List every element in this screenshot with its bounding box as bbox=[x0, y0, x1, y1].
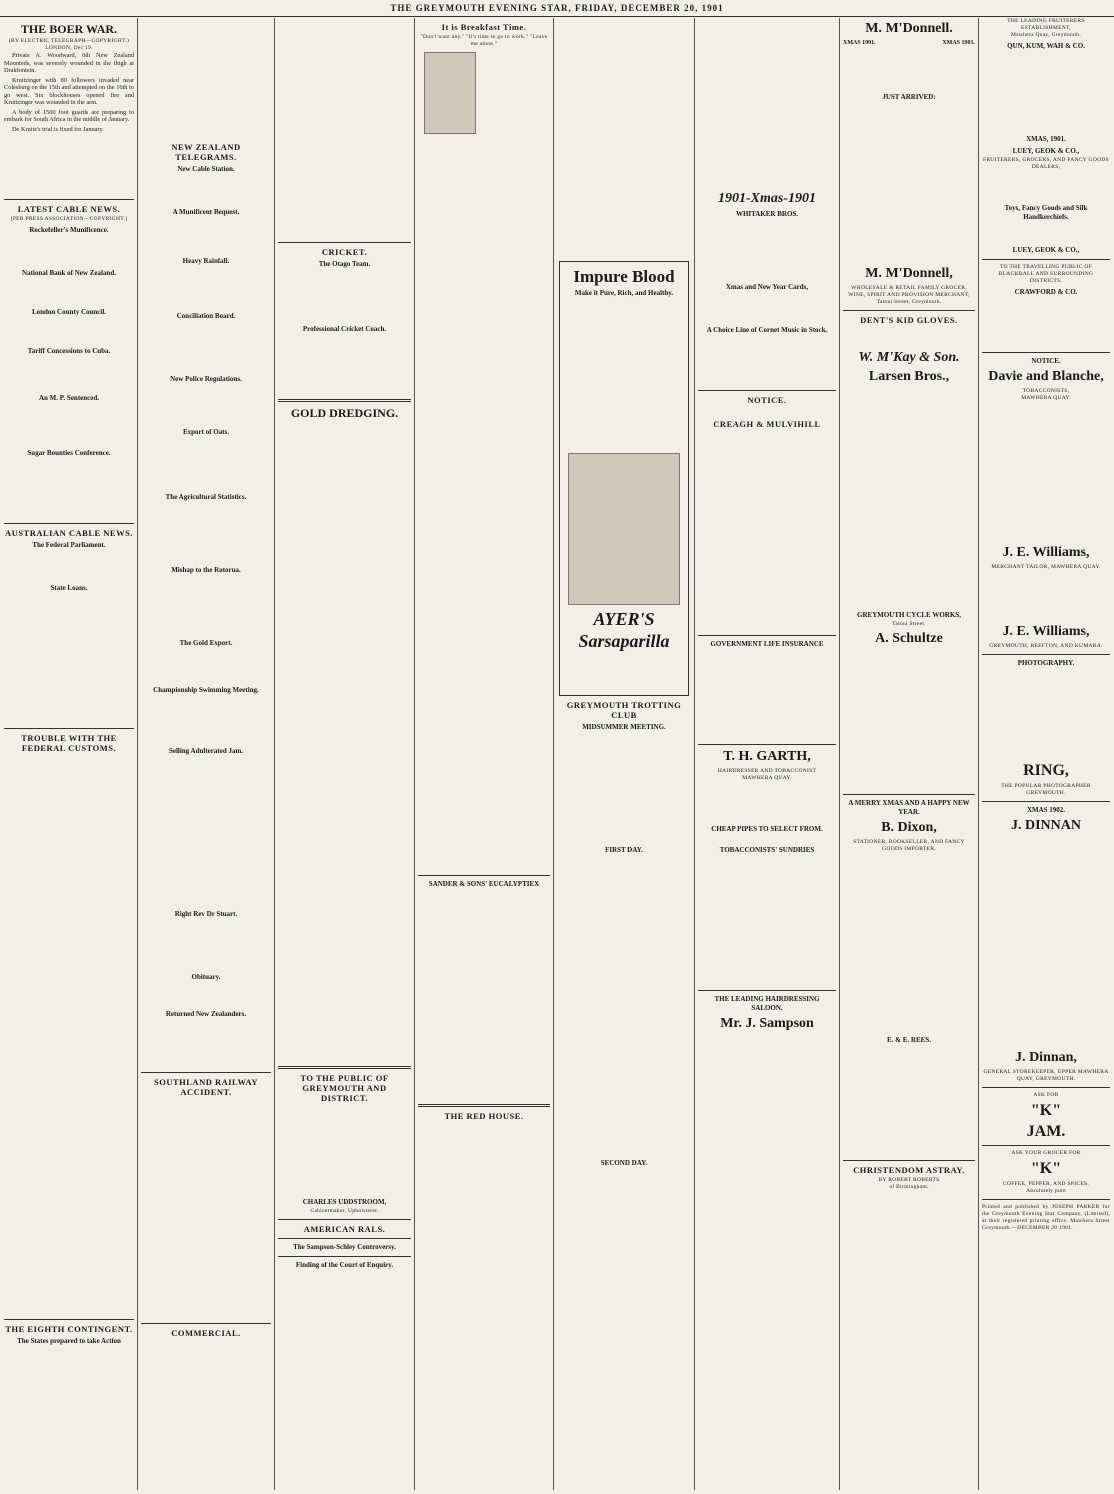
divider bbox=[843, 310, 975, 311]
article-heading: The Otago Team. bbox=[318, 260, 371, 268]
divider bbox=[698, 635, 836, 636]
divider bbox=[982, 352, 1110, 353]
ad-heading: WHITAKER BROS. bbox=[735, 210, 799, 218]
ad-subheading: COFFEE, PEPPER, AND SPICES. bbox=[1002, 1181, 1090, 1187]
article-heading: Export of Oats. bbox=[182, 428, 230, 436]
divider bbox=[278, 1238, 411, 1239]
article-heading: Championship Swimming Meeting. bbox=[153, 686, 259, 694]
ad-heading: Mr. J. Sampson bbox=[720, 1016, 814, 1031]
column-7 bbox=[843, 18, 975, 1490]
ayers-ad bbox=[559, 261, 689, 696]
section-heading: SOUTHLAND RAILWAY ACCIDENT. bbox=[154, 1077, 258, 1097]
ad-headline: Impure Blood bbox=[573, 267, 675, 286]
ad-heading: J. Dinnan, bbox=[1015, 1050, 1077, 1065]
column-2 bbox=[141, 18, 271, 1490]
divider bbox=[278, 1219, 411, 1220]
divider bbox=[278, 242, 411, 243]
column-rule bbox=[137, 18, 138, 1490]
article-paragraph: Private A. Woodward, 6th New Zealand Mounteds, was severely wounded in the thigh at Drakfontein. bbox=[4, 52, 134, 74]
divider bbox=[418, 1104, 550, 1107]
columns bbox=[4, 18, 1110, 1490]
article-heading: Right Rev Dr Stuart. bbox=[174, 910, 238, 918]
divider bbox=[141, 1323, 271, 1324]
ad-heading: M. M'Donnell. bbox=[865, 21, 953, 36]
ad-heading: W. M'Kay & Son. bbox=[858, 349, 960, 365]
article-heading: London County Council. bbox=[31, 308, 107, 316]
byline: (BY ELECTRIC TELEGRAPH—COPYRIGHT.) bbox=[8, 38, 130, 44]
signer-title: Cabinetmaker, Upholsterer. bbox=[310, 1208, 379, 1214]
column-rule bbox=[553, 18, 554, 1490]
ad-heading: THE LEADING HAIRDRESSING SALOON. bbox=[714, 995, 820, 1012]
section-heading: AUSTRALIAN CABLE NEWS. bbox=[5, 528, 133, 538]
ad-address: Mawhera Quay, Greymouth. bbox=[1010, 32, 1082, 38]
article-heading: Sugar Bounties Conference. bbox=[27, 449, 111, 457]
article-heading: New Cable Station. bbox=[177, 165, 235, 173]
xmas-label: XMAS 1901. bbox=[843, 40, 876, 46]
ad-heading: LUEY, GEOK & CO., bbox=[1012, 246, 1080, 254]
ad-heading: A Choice Line of Cornet Music in Stock. bbox=[706, 326, 828, 334]
ad-heading: XMAS, 1901. bbox=[1026, 135, 1066, 143]
column-rule bbox=[694, 18, 695, 1490]
ad-heading: Davie and Blanche, bbox=[988, 369, 1104, 384]
column-3 bbox=[278, 18, 411, 1490]
column-1 bbox=[4, 18, 134, 1490]
section-heading: LATEST CABLE NEWS. bbox=[17, 204, 121, 214]
boer-war-heading: THE BOER WAR. bbox=[20, 22, 118, 36]
ad-heading: TO THE TRAVELLING PUBLIC OF BLACKBALL AND SURROUNDING DISTRICTS. bbox=[998, 264, 1094, 284]
ad-subheading: STATIONER, BOOKSELLER, AND FANCY GOODS IMPORTER, bbox=[853, 838, 965, 852]
ad-heading: Toys, Fancy Goods and Silk Handkerchiefs. bbox=[1004, 204, 1088, 221]
ad-heading: "K" bbox=[1030, 1160, 1062, 1177]
article-text-block bbox=[4, 135, 134, 195]
ad-heading: J. E. Williams, bbox=[1002, 624, 1090, 639]
article-heading: Obituary. bbox=[191, 973, 221, 981]
ad-subheading: THE POPULAR PHOTOGRAPHER GREYMOUTH. bbox=[1001, 783, 1091, 796]
ad-subheading: GENERAL STOREKEEPER, UPPER MAWHERA QUAY, GREYMOUTH. bbox=[983, 1069, 1109, 1082]
sarsaparilla-logo: Sarsaparilla bbox=[578, 631, 670, 651]
notice-heading: NOTICE. bbox=[747, 395, 787, 405]
divider bbox=[278, 1066, 411, 1069]
ad-heading: THE LEADING FRUITERERS ESTABLISHMENT, bbox=[1007, 18, 1085, 31]
imprint: Printed and published by JOSEPH PARKER for the Greymouth Evening Star Company, (Limited), at their registered printing office, Mawhera Street Greymouth.—DECEMBER 20 1901. bbox=[982, 1204, 1110, 1231]
section-heading: TO THE PUBLIC OF GREYMOUTH AND DISTRICT. bbox=[300, 1073, 389, 1103]
column-rule bbox=[274, 18, 275, 1490]
ad-heading: CREAGH & MULVIHILL bbox=[713, 419, 821, 429]
divider bbox=[698, 744, 836, 745]
column-5 bbox=[557, 18, 691, 1490]
ad-heading: LUEY, GEOK & CO., bbox=[1012, 147, 1080, 155]
divider bbox=[4, 728, 134, 729]
ad-subheading: HAIRDRESSER AND TOBACCONIST bbox=[717, 768, 817, 774]
ad-subheading: MERCHANT TAILOR, MAWHERA QUAY. bbox=[991, 564, 1101, 570]
article-heading: The Federal Parliament. bbox=[32, 541, 106, 549]
ad-heading: JUST ARRIVED: bbox=[882, 92, 936, 101]
article-heading: Returned New Zealanders. bbox=[165, 1010, 247, 1018]
ad-heading: It is Breakfast Time. bbox=[441, 22, 527, 32]
signer-name: CHARLES UDDSTROOM, bbox=[302, 1198, 387, 1206]
article-heading: An M. P. Sentenced. bbox=[38, 394, 100, 402]
divider bbox=[843, 1160, 975, 1161]
article-heading: National Bank of New Zealand. bbox=[22, 269, 116, 277]
ad-heading: "K" bbox=[1030, 1102, 1062, 1119]
section-heading: TROUBLE WITH THE FEDERAL CUSTOMS. bbox=[21, 733, 117, 753]
ad-heading: GOVERNMENT LIFE INSURANCE bbox=[710, 640, 824, 648]
section-heading: THE RED HOUSE. bbox=[444, 1110, 524, 1121]
article-paragraph: De Kruitz's trial is fixed for January. bbox=[12, 125, 104, 133]
article-heading: The Sampson-Schley Controversy. bbox=[293, 1243, 396, 1251]
ad-subheading: GREYMOUTH, REEFTON, AND KUMARA. bbox=[989, 643, 1103, 649]
article-heading: FIRST DAY. bbox=[605, 846, 643, 854]
divider bbox=[4, 199, 134, 200]
article-heading: Selling Adulterated Jam. bbox=[168, 747, 244, 755]
source-note: [PER PRESS ASSOCIATION—COPYRIGHT.] bbox=[10, 216, 128, 222]
article-heading: Rockefeller's Munificence. bbox=[29, 226, 109, 234]
column-8 bbox=[982, 18, 1110, 1490]
notice-heading: NOTICE. bbox=[1031, 357, 1061, 365]
ad-heading: Xmas and New Year Cards, bbox=[725, 283, 809, 291]
ad-subheading: TOBACCONISTS, bbox=[1022, 388, 1070, 394]
divider bbox=[4, 1319, 134, 1320]
article-heading: The Agricultural Statistics. bbox=[165, 493, 247, 501]
divider bbox=[982, 654, 1110, 655]
xmas-banner: 1901-Xmas-1901 bbox=[718, 191, 816, 206]
ad-heading: SANDER & SONS' EUCALYPTIEX bbox=[428, 879, 540, 888]
ad-heading: JAM. bbox=[1026, 1123, 1066, 1140]
sleeping-man-illustration bbox=[424, 52, 476, 134]
article-heading: Mishap to the Rotorua. bbox=[171, 566, 241, 574]
ad-heading: RING, bbox=[1023, 762, 1069, 779]
ad-heading: T. H. GARTH, bbox=[723, 749, 811, 764]
section-heading: GREYMOUTH TROTTING CLUB bbox=[566, 700, 682, 720]
ad-address: Tainui Street. bbox=[892, 620, 926, 627]
ad-heading: QUN, KUM, WAH & CO. bbox=[1007, 42, 1085, 50]
portrait-engraving bbox=[568, 453, 680, 605]
divider bbox=[418, 875, 550, 876]
divider bbox=[982, 1145, 1110, 1146]
section-heading: NEW ZEALAND TELEGRAMS. bbox=[171, 142, 241, 162]
section-heading: GOLD DREDGING. bbox=[290, 406, 399, 420]
ad-heading: TOBACCONISTS' SUNDRIES bbox=[719, 846, 815, 854]
ad-heading: PHOTOGRAPHY. bbox=[1017, 659, 1075, 667]
ad-heading: CHRISTENDOM ASTRAY. bbox=[853, 1164, 965, 1175]
section-heading: THE EIGHTH CONTINGENT. bbox=[5, 1324, 133, 1334]
ad-heading: XMAS 1902. bbox=[1026, 806, 1066, 814]
section-heading: AMERICAN RALS. bbox=[303, 1224, 386, 1234]
ad-heading: DENT'S KID GLOVES. bbox=[860, 314, 958, 325]
ad-heading: CRAWFORD & CO. bbox=[1014, 288, 1078, 296]
xmas-line bbox=[843, 40, 975, 48]
divider bbox=[982, 801, 1110, 802]
divider bbox=[843, 794, 975, 795]
dateline: LONDON, Dec 19. bbox=[45, 45, 93, 51]
article-heading: Finding of the Court of Enquiry. bbox=[295, 1261, 394, 1269]
ad-address: Tainui Street, Greymouth. bbox=[876, 298, 942, 305]
ad-heading: J. E. Williams, bbox=[1002, 545, 1090, 560]
ad-heading: J. DINNAN bbox=[1011, 818, 1081, 833]
divider bbox=[4, 523, 134, 524]
article-heading: State Loans. bbox=[50, 584, 88, 592]
ad-address: MAWHERA QUAY. bbox=[742, 775, 792, 781]
ad-heading: A MERRY XMAS AND A HAPPY NEW YEAR. bbox=[848, 798, 970, 816]
divider bbox=[982, 1199, 1110, 1200]
column-rule bbox=[839, 18, 840, 1490]
section-heading: CRICKET. bbox=[321, 247, 368, 257]
ad-byline: BY ROBERT ROBERTS bbox=[878, 1176, 940, 1183]
masthead: THE GREYMOUTH EVENING STAR, FRIDAY, DECEMBER 20, 1901 bbox=[0, 0, 1114, 17]
ad-heading: B. Dixon, bbox=[881, 819, 937, 835]
ad-heading: ASK YOUR GROCER FOR bbox=[1011, 1150, 1081, 1156]
article-heading: The States prepared to take Action bbox=[17, 1337, 121, 1345]
article-heading: Conciliation Board. bbox=[176, 312, 236, 320]
divider bbox=[982, 259, 1110, 260]
divider bbox=[278, 399, 411, 402]
ad-byline: of Birmingham. bbox=[889, 1183, 929, 1190]
column-6 bbox=[698, 18, 836, 1490]
divider bbox=[141, 1072, 271, 1073]
article-heading: MIDSUMMER MEETING. bbox=[582, 723, 666, 731]
divider bbox=[278, 1256, 411, 1257]
ad-heading: E. & E. REES. bbox=[887, 1035, 931, 1044]
ad-heading: Larsen Bros., bbox=[868, 368, 950, 384]
ad-address: MAWHERA QUAY. bbox=[1021, 395, 1071, 401]
article-heading: Heavy Rainfall. bbox=[182, 257, 230, 265]
xmas-label: XMAS 1901. bbox=[942, 40, 975, 46]
ad-heading: GREYMOUTH CYCLE WORKS, bbox=[857, 610, 961, 619]
ad-heading: M. M'Donnell, bbox=[865, 265, 953, 281]
divider bbox=[982, 1087, 1110, 1088]
article-paragraph: A body of 1500 foot guards are preparing to embark for South Africa in the middle of January. bbox=[4, 108, 134, 123]
article-paragraph: Kruitzinger with 80 followers invaded near Colesburg on the 15th and attempted on the 16th to go west. Six blockhouses opened fire and Kruitzinger was wounded in the arm. bbox=[4, 76, 134, 106]
article-heading: Tariff Concessions to Cuba. bbox=[27, 347, 111, 355]
article-heading: A Munificent Bequest. bbox=[172, 208, 240, 216]
ad-subheading: WHOLESALE & RETAIL FAMILY GROCER, WINE, SPIRIT AND PROVISION MERCHANT, bbox=[848, 284, 970, 298]
article-heading: The Gold Export. bbox=[179, 639, 233, 647]
ayers-logo: AYER'S bbox=[593, 609, 655, 629]
ad-heading: A. Schultze bbox=[875, 630, 943, 646]
ad-subheadline: Make it Pure, Rich, and Healthy. bbox=[574, 289, 674, 297]
divider bbox=[698, 990, 836, 991]
article-heading: Professional Cricket Coach. bbox=[302, 325, 387, 333]
column-rule bbox=[978, 18, 979, 1490]
ad-subheading: Absolutely pure bbox=[1026, 1188, 1066, 1194]
ad-heading: ASK FOR bbox=[1033, 1092, 1059, 1098]
article-heading: SECOND DAY. bbox=[600, 1159, 648, 1167]
article-heading: New Police Regulations. bbox=[170, 375, 242, 383]
section-heading: COMMERCIAL. bbox=[171, 1328, 241, 1338]
ad-subheading: FRUITERERS, GROCERS, AND FANCY GOODS DEALERS, bbox=[982, 157, 1109, 170]
ad-heading: CHEAP PIPES TO SELECT FROM. bbox=[711, 825, 823, 833]
divider bbox=[698, 390, 836, 391]
column-4 bbox=[418, 18, 550, 1490]
ad-caption: "Don't want any." "It's time to go to work." "Leave me alone." bbox=[420, 34, 548, 47]
column-rule bbox=[414, 18, 415, 1490]
